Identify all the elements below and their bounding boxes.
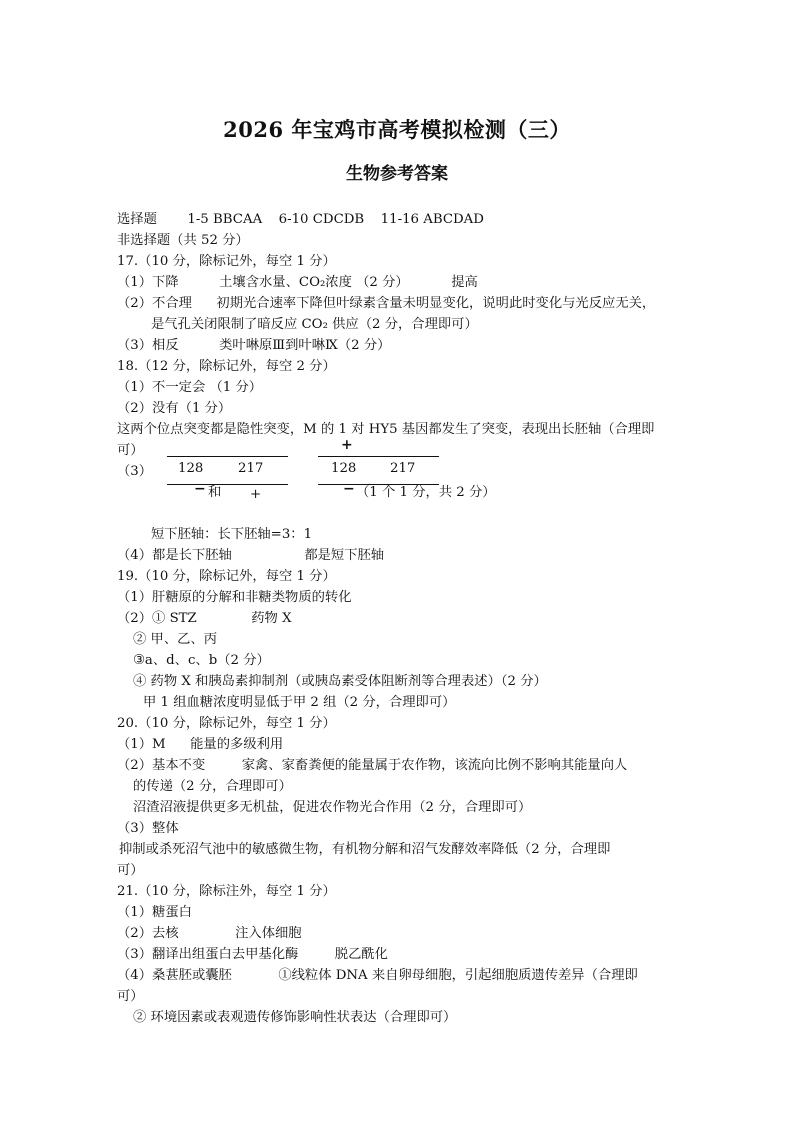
q19-answer-2 xyxy=(117,610,292,628)
q21-a4-text: （4）桑葚胚或囊胚 xyxy=(117,968,232,983)
q21-answer-2 xyxy=(117,925,302,943)
q20-answer-3: （3）整体 xyxy=(117,821,179,836)
chromosome-line-left-top xyxy=(167,456,288,457)
q17-a2-text: （2）不合理 xyxy=(117,296,192,311)
q21-a4-b: ①线粒体 DNA 来自卵母细胞，引起细胞质遗传差异（合理即 xyxy=(278,968,638,983)
q17-a1-b: 土壤含水量、CO₂浓度 （2 分） xyxy=(219,275,409,290)
q20-answer-3-explain-cont: 可） xyxy=(117,863,144,878)
q20-a2-text: （2）基本不变 xyxy=(117,758,206,773)
and-text: 和 xyxy=(208,485,222,500)
choice-group-3: 11-16 ABCDAD xyxy=(380,212,484,227)
plus-sign-left: + xyxy=(250,487,262,502)
choice-label: 选择题 xyxy=(117,212,157,227)
chromosome-line-right-top xyxy=(318,456,439,457)
q17-a1-text: （1）下降 xyxy=(117,275,179,290)
plus-sign-top: + xyxy=(341,437,353,453)
q19-a2-text: （2）① STZ xyxy=(117,611,197,626)
q17-answer-1 xyxy=(117,274,478,292)
q18-answer-3-score: （1 个 1 分，共 2 分） xyxy=(356,485,496,500)
q19-answer-1: （1）肝糖原的分解和非糖类物质的转化 xyxy=(117,590,352,605)
q18-answer-3-label: （3） xyxy=(117,464,153,479)
q21-a3-b: 脱乙酰化 xyxy=(334,947,388,962)
q18-a4-b: 都是短下胚轴 xyxy=(304,548,385,563)
q21-answer-4-ii: ② 环境因素或表观遗传修饰影响性状表达（合理即可） xyxy=(133,1010,457,1025)
q20-answer-2 xyxy=(117,757,627,775)
locus-217-right: 217 xyxy=(390,461,416,476)
q21-answer-3 xyxy=(117,946,388,964)
locus-128-right: 128 xyxy=(331,461,357,476)
q17-a3-text: （3）相反 xyxy=(117,338,179,353)
q20-heading: 20.（10 分，除标记外，每空 1 分） xyxy=(117,716,336,731)
q18-answer-2-explain: 这两个位点突变都是隐性突变，M 的 1 对 HY5 基因都发生了突变，表现出长胚轴（合理即 xyxy=(117,422,655,437)
minus-sign-left: − xyxy=(194,481,206,497)
q21-a2-b: 注入体细胞 xyxy=(235,926,302,941)
q17-heading: 17.（10 分，除标记外，每空 1 分） xyxy=(117,254,336,269)
q17-a1-c: 提高 xyxy=(451,275,478,290)
q20-a1-text: （1）M xyxy=(117,737,166,752)
q17-a3-b: 类叶啉原Ⅲ到叶啉Ⅸ（2 分） xyxy=(219,338,391,353)
q19-answer-2-iv-cont: 甲 1 组血糖浓度明显低于甲 2 组（2 分，合理即可） xyxy=(143,695,456,710)
q18-answer-1: （1）不一定会 （1 分） xyxy=(117,380,263,395)
q19-answer-2-iv: ④ 药物 X 和胰岛素抑制剂（或胰岛素受体阻断剂等合理表述）（2 分） xyxy=(133,674,547,689)
q20-answer-2-cont: 的传递（2 分，合理即可） xyxy=(133,779,292,794)
q18-a4-text: （4）都是长下胚轴 xyxy=(117,548,232,563)
nonchoice-heading: 非选择题（共 52 分） xyxy=(117,233,249,248)
q18-answer-2-explain-cont: 可） xyxy=(117,443,144,458)
q17-answer-3 xyxy=(117,337,390,355)
q21-answer-1: （1）糖蛋白 xyxy=(117,905,192,920)
q19-a2-b: 药物 X xyxy=(251,611,292,626)
locus-217-left: 217 xyxy=(238,461,264,476)
minus-sign-right: − xyxy=(343,481,355,497)
q21-heading: 21.（10 分，除标注外，每空 1 分） xyxy=(117,884,336,899)
q20-answer-1 xyxy=(117,736,283,754)
q21-a2-text: （2）去核 xyxy=(117,926,179,941)
q20-a1-b: 能量的多级利用 xyxy=(190,737,284,752)
q20-a2-b: 家禽、家畜粪便的能量属于农作物，该流向比例不影响其能量向人 xyxy=(241,758,628,773)
chromosome-line-left-bottom xyxy=(167,484,288,485)
q18-answer-4 xyxy=(117,547,384,565)
q20-answer-3-explain: 抑制或杀死沼气池中的敏感微生物，有机物分解和沼气发酵效率降低（2 分，合理即 xyxy=(119,842,611,857)
q21-a3-text: （3）翻译出组蛋白去甲基化酶 xyxy=(117,947,299,962)
q17-answer-2 xyxy=(117,295,655,313)
q21-answer-4 xyxy=(117,967,638,985)
locus-128-left: 128 xyxy=(178,461,204,476)
q18-ratio: 短下胚轴：长下胚轴=3：1 xyxy=(151,527,313,542)
page-title: 2026 年宝鸡市高考模拟检测（三） xyxy=(223,117,571,142)
choice-answers xyxy=(117,211,484,229)
q20-answer-2-extra: 沼渣沼液提供更多无机盐，促进农作物光合作用（2 分，合理即可） xyxy=(133,800,532,815)
q17-answer-2-cont: 是气孔关闭限制了暗反应 CO₂ 供应（2 分，合理即可） xyxy=(151,317,478,332)
q19-heading: 19.（10 分，除标记外，每空 1 分） xyxy=(117,569,336,584)
choice-group-2: 6-10 CDCDB xyxy=(278,212,365,227)
choice-group-1: 1-5 BBCAA xyxy=(187,212,263,227)
q21-answer-4-cont: 可） xyxy=(117,989,144,1004)
q18-heading: 18.（12 分，除标记外，每空 2 分） xyxy=(117,359,336,374)
q19-answer-2-ii: ② 甲、乙、丙 xyxy=(133,632,218,647)
q19-answer-2-iii: ③a、d、c、b（2 分） xyxy=(133,653,270,668)
q18-answer-2: （2）没有（1 分） xyxy=(117,401,232,416)
page-subtitle: 生物参考答案 xyxy=(346,164,448,184)
q17-a2-b: 初期光合速率下降但叶绿素含量未明显变化，说明此时变化与光反应无关， xyxy=(216,296,656,311)
